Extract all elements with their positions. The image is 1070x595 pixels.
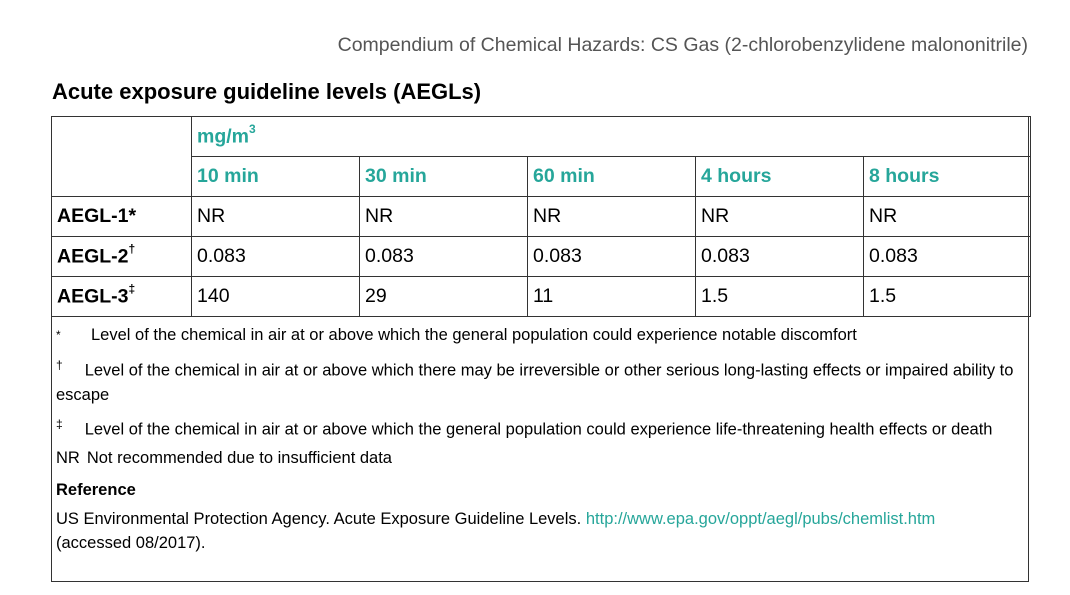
table-row: [52, 277, 1031, 317]
unit-exponent: 3: [249, 122, 256, 137]
table-corner-cell: [52, 117, 192, 197]
table-cell: NR: [696, 197, 864, 237]
footnote-symbol: †: [56, 358, 63, 372]
column-header: 4 hours: [696, 157, 864, 197]
nr-text: Not recommended due to insufficient data: [86, 449, 392, 467]
table-row: [52, 237, 1031, 277]
row-label: AEGL-1: [57, 205, 129, 227]
table-cell: 1.5: [864, 277, 1031, 317]
reference-accessed: (accessed 08/2017).: [56, 534, 206, 552]
row-header: [52, 197, 192, 237]
footnotes: [56, 318, 1026, 555]
row-label: AEGL-2: [57, 245, 129, 268]
footnote: [56, 353, 1026, 407]
section-title: Acute exposure guideline levels (AEGLs): [52, 79, 482, 104]
table-cell: NR: [192, 197, 360, 237]
table-cell: 29: [360, 277, 528, 317]
column-header: 8 hours: [864, 157, 1031, 197]
footnote-text: Level of the chemical in air at or above which there may be irreversible or other serious long-lasting effects or impaired ability to escape: [56, 361, 1014, 404]
row-header: [52, 237, 192, 277]
unit-base: mg/m: [197, 125, 250, 148]
reference-link[interactable]: http://www.epa.gov/oppt/aegl/pubs/chemlist.htm: [585, 510, 936, 528]
table-column-header-row: [52, 157, 1031, 197]
document-header: Compendium of Chemical Hazards: CS Gas (2-chlorobenzylidene malononitrile): [337, 34, 1028, 56]
table-cell: 0.083: [528, 237, 696, 277]
table-row: [52, 197, 1031, 237]
column-header: 30 min: [360, 157, 528, 197]
nr-abbreviation: NR: [56, 449, 80, 467]
footnote-symbol: *: [56, 328, 61, 342]
table-cell: NR: [360, 197, 528, 237]
row-label: AEGL-3: [57, 285, 129, 308]
row-header: [52, 277, 192, 317]
footnote-text: Level of the chemical in air at or above which the general population could experience notable discomfort: [91, 326, 857, 344]
row-mark: †: [128, 242, 136, 257]
column-header: 10 min: [192, 157, 360, 197]
footnote: [56, 323, 1026, 347]
reference-body: [56, 507, 1026, 555]
table-unit-row: [52, 117, 1031, 157]
footnote-symbol: ‡: [56, 416, 63, 431]
table-cell: 0.083: [192, 237, 360, 277]
aegl-table: [51, 116, 1031, 317]
reference-text: US Environmental Protection Agency. Acute Exposure Guideline Levels.: [56, 510, 582, 528]
table-cell: 11: [528, 277, 696, 317]
nr-footnote: [56, 446, 1026, 470]
table-cell: NR: [528, 197, 696, 237]
table-cell: 1.5: [696, 277, 864, 317]
table-cell: 0.083: [360, 237, 528, 277]
row-mark: ‡: [128, 282, 136, 297]
table-cell: 0.083: [864, 237, 1031, 277]
footnote: [56, 412, 1026, 442]
table-cell: NR: [864, 197, 1031, 237]
footnote-text: Level of the chemical in air at or above which the general population could experience life-threatening health effects or death: [84, 420, 993, 438]
unit-header: [192, 117, 1031, 157]
reference-title: Reference: [56, 481, 136, 499]
table-cell: 140: [192, 277, 360, 317]
row-mark: *: [128, 205, 137, 227]
column-header: 60 min: [528, 157, 696, 197]
table-cell: 0.083: [696, 237, 864, 277]
